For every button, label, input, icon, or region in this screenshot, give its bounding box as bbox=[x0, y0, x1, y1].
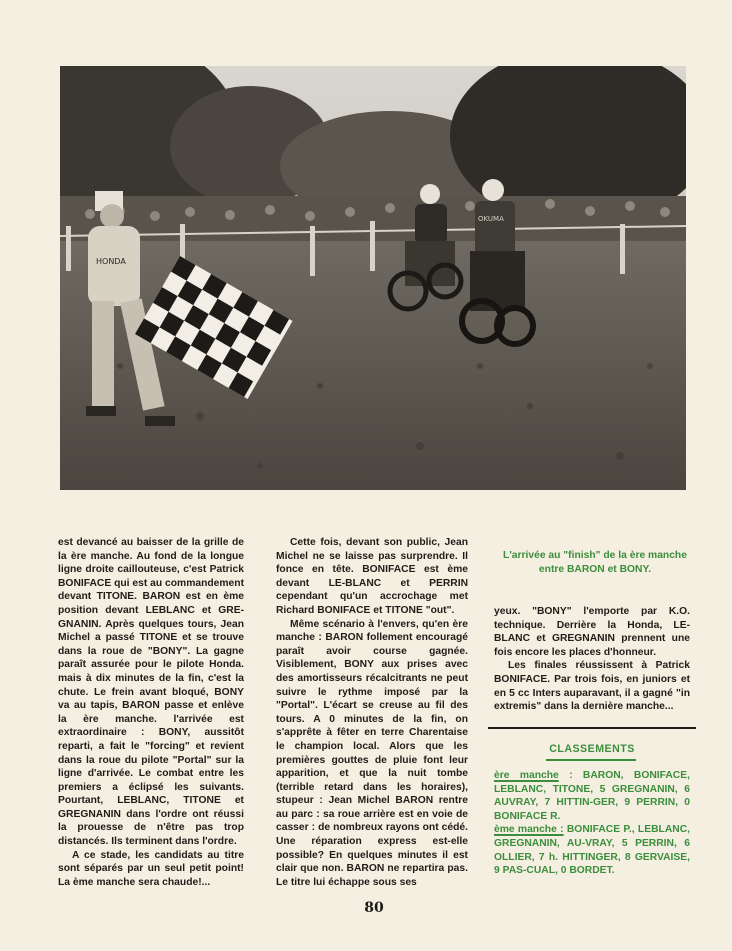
classements-title: CLASSEMENTS bbox=[549, 743, 635, 755]
column3-paragraph-2: Les finales réussissent à Patrick BONIFACE. Par trois fois, en juniors et en 5 cc Inters auparavant, il a gagné "in extremis" dans la dernière manche... bbox=[494, 660, 690, 713]
results-list-1: : BARON, BONIFACE, LEBLANC, TITONE, 5 GREGNANIN, 6 AUVRAY, 7 HITTIN-GER, 9 PERRIN, 0 BONIFACE R. bbox=[494, 770, 690, 822]
article-column-2 bbox=[276, 536, 468, 889]
photo-caption: L'arrivée au "finish" de la ère manche entre BARON et BONY. bbox=[503, 550, 687, 575]
results-manche-2 bbox=[494, 823, 690, 877]
race-photo bbox=[60, 66, 686, 490]
section-divider bbox=[488, 727, 696, 729]
results-manche-1 bbox=[494, 769, 690, 823]
column2-paragraph-1: Cette fois, devant son public, Jean Michel ne se laisse pas surprendre. Il fonce en tête. BONIFACE est ème devant LE-BLANC et PERRIN cependant qu'un accrochage met Richard BONIFACE et TITONE "out". bbox=[276, 537, 468, 616]
race-photo-icon bbox=[60, 66, 686, 490]
page-number: 80 bbox=[364, 900, 384, 916]
results-heading-2: ème manche : bbox=[494, 824, 564, 836]
column2-paragraph-2: Même scénario à l'envers, qu'en ère manche : BARON follement encouragé paraît avoir course gagnée. Visiblement, BONY aux prises avec des amortisseurs récalcitrants ne peut suivre le rythme imposé par la "Portal". L'écart se creuse au fil des tours. A 0 minutes de la fin, on s'apprête à fêter en terre Charentaise le champion local. Alors que les premières gouttes de pluie font leur apparition, et que la nuit tombe (terrible retard dans les horaires), stupeur : Jean Michel BARON rentre au parc : sa roue arrière est en voie de casser : de nombreux rayons ont cédé. Une réparation express est-elle possible? En quelques minutes il est clair que non. BARON ne repartira pas. Le titre lui échappe sous ses bbox=[276, 618, 468, 888]
column3-paragraph-1: yeux. "BONY" l'emporte par K.O. technique. Derrière la Honda, LE-BLANC et GREGNANIN prennent une fois encore les places d'honneur. bbox=[494, 606, 690, 658]
svg-text:OKUMA: OKUMA bbox=[478, 215, 504, 223]
classements-results bbox=[494, 769, 690, 878]
column1-paragraph-1: est devancé au baisser de la grille de la ère manche. Au fond de la longue ligne droite caillouteuse, c'est Patrick BONIFACE qui est au commandement devant TITONE. BARON est en ème position devant LEBLANC et GRE-GNANIN. Après quelques tours, Jean Michel a passé TITONE et se trouve dans la roue de "BONY". La gagne paraît assurée pour le pilote Honda. mais à dix minutes de la fin, c'est la chute. Le frein avant bloqué, BONY va au tapis, BARON passe et enlève la ère manche. l'arrivée est extraordinaire : BONY, aussitôt reparti, a fait le "forcing" et revient dans la roue du pilote "Portal" sur la ligne d'arrivée. Le combat entre les premiers a éclipsé les suivants. Pourtant, LEBLANC, TITONE et GREGNANIN dans l'ordre ont réussi la prouesse de n'être pas trop distancés. Ils terminent dans l'ordre. bbox=[58, 537, 244, 848]
article-column-1 bbox=[58, 536, 244, 889]
column1-paragraph-2: A ce stade, les candidats au titre sont séparés par un seul petit point! La ème manche sera chaude!... bbox=[58, 849, 244, 888]
results-heading-1: ère manche bbox=[494, 770, 559, 781]
classements-underline bbox=[546, 759, 636, 761]
results-list-2: BONIFACE P., LEBLANC, GREGNANIN, AU-VRAY, 5 PERRIN, 6 OLLIER, 7 h. HITTINGER, 8 GERVAISE, 9 PAS-CUAL, 0 BORDET. bbox=[494, 824, 690, 877]
article-column-3 bbox=[494, 605, 690, 714]
svg-text:HONDA: HONDA bbox=[96, 257, 126, 266]
